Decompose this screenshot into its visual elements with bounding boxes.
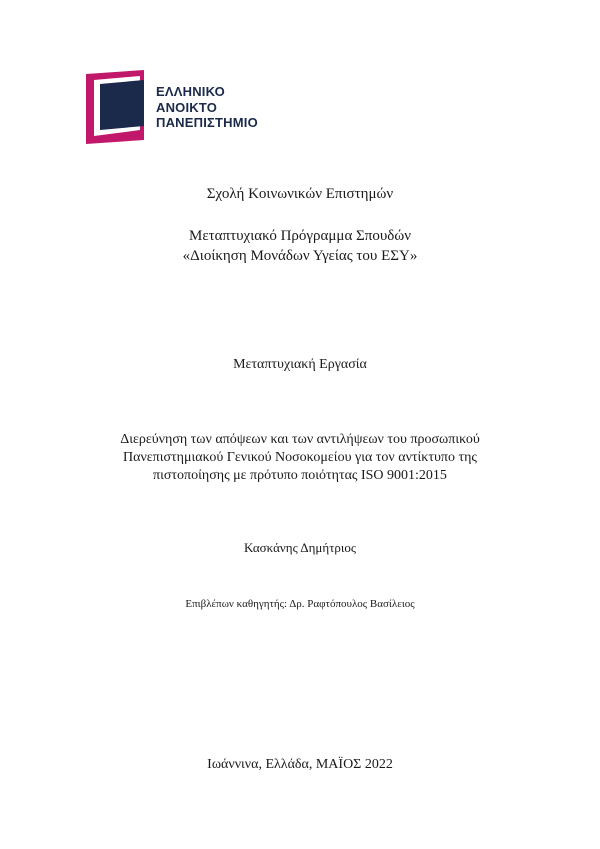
document-type: Μεταπτυχιακή Εργασία [233,357,367,372]
thesis-title-line-3: πιστοποίησης με πρότυπο ποιότητας ISO 9001:2015 [153,468,447,483]
thesis-title-line-2: Πανεπιστημιακού Γενικού Νοσοκομείου για τον αντίκτυπο της [123,450,477,465]
logo-line-3: ΠΑΝΕΠΙΣΤΗΜΙΟ [156,115,258,130]
logo-line-1: ΕΛΛΗΝΙΚΟ [156,84,225,99]
thesis-title-line-1: Διερεύνηση των απόψεων και των αντιλήψεων του προσωπικού [120,432,480,447]
logo-wordmark [156,84,258,131]
school-name: Σχολή Κοινωνικών Επιστημών [206,186,394,202]
logo-emblem-icon [86,70,152,146]
program-title: «Διοίκηση Μονάδων Υγείας του ΕΣΥ» [182,248,418,264]
thesis-title [0,431,600,485]
program-name: Μεταπτυχιακό Πρόγραμμα Σπουδών [188,228,412,244]
place-date: Ιωάννινα, Ελλάδα, ΜΑΪΟΣ 2022 [207,757,393,772]
logo-line-2: ΑΝΟΙΚΤΟ [156,99,218,115]
university-logo [86,70,286,146]
supervisor: Επιβλέπων καθηγητής: Δρ. Ραφτόπουλος Βασίλειος [185,598,415,610]
author-name: Κασκάνης Δημήτριος [243,540,357,555]
